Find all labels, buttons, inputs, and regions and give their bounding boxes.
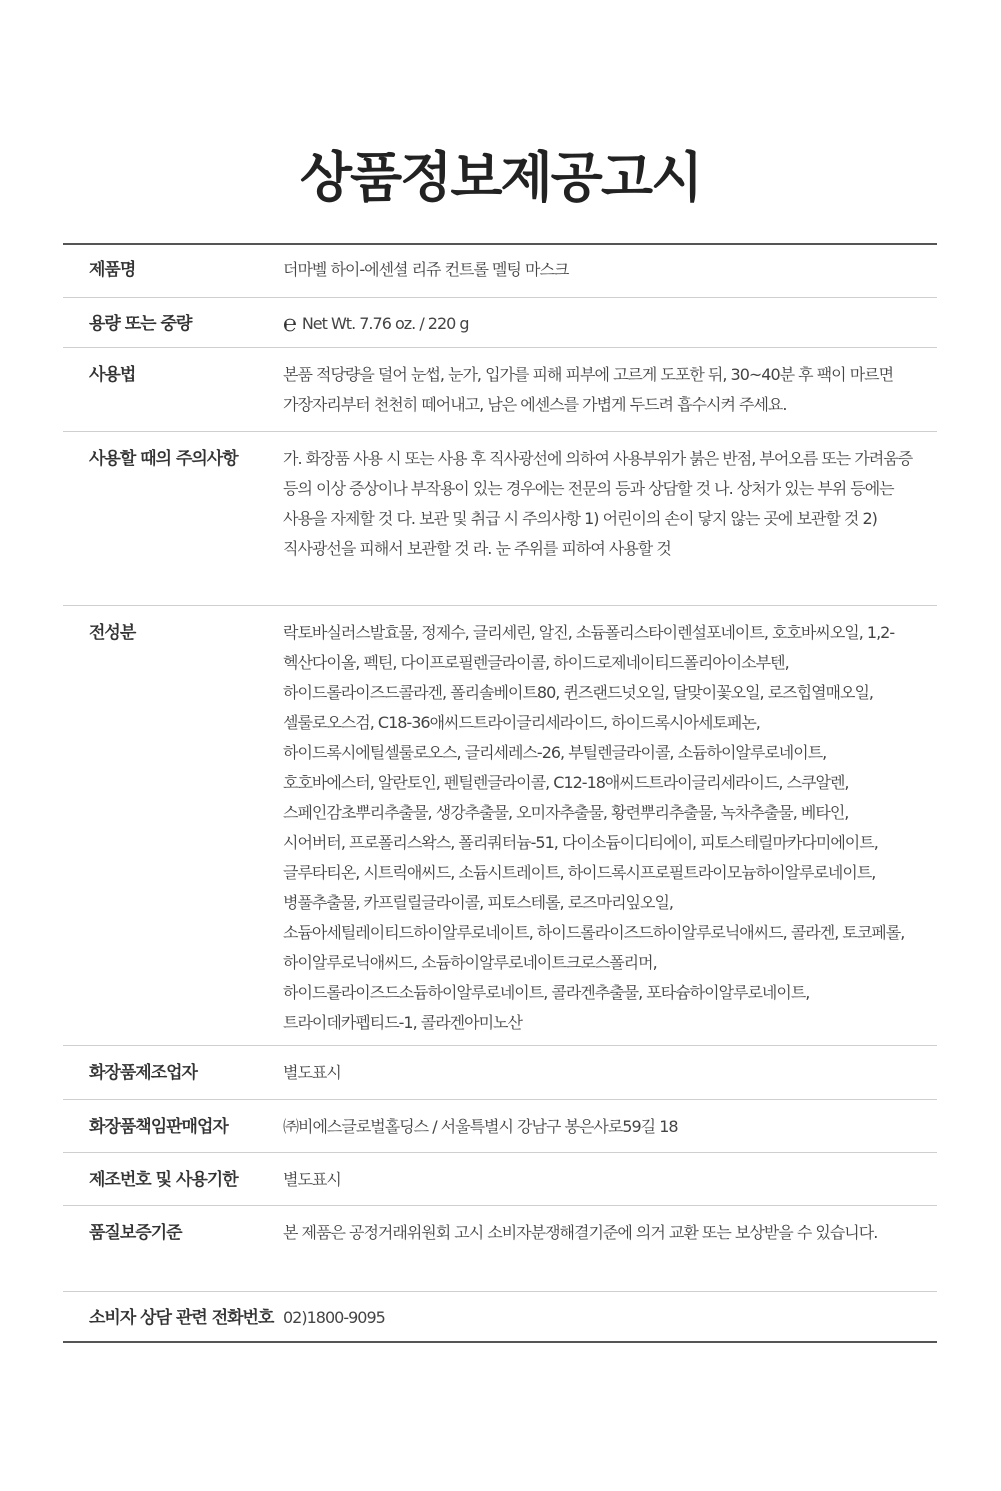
- row-label: 화장품책임판매업자: [89, 1117, 228, 1137]
- table-row-usage: [63, 347, 937, 431]
- row-value: 02)1800-9095: [283, 1308, 385, 1327]
- page-title: 상품정보제공고시: [299, 146, 702, 209]
- row-label: 제조번호 및 사용기한: [89, 1170, 238, 1190]
- table-row-product-name: [63, 245, 937, 297]
- product-info-table: [63, 243, 937, 1343]
- row-label: 전성분: [89, 623, 136, 643]
- row-label: 화장품제조업자: [89, 1063, 197, 1083]
- row-value: 본 제품은 공정거래위원회 고시 소비자분쟁해결기준에 의거 교환 또는 보상받을 수 있습니다.: [283, 1223, 878, 1242]
- row-value: 가. 화장품 사용 시 또는 사용 후 직사광선에 의하여 사용부위가 붉은 반점, 부어오름 또는 가려움증 등의 이상 증상이나 부작용이 있는 경우에는 전문의 등과 상담할 것 나. 상처가 있는 부위 등에는 사용을 자제할 것 다. 보관 및 취급 시 주의사항 1) 어린이의 손이 닿지 않는 곳에 보관할 것 2) 직사광선을 피해서 보관할 것 라. 눈 주위를 피하여 사용할 것: [283, 449, 913, 558]
- row-label: 용량 또는 중량: [89, 314, 192, 334]
- row-label: 사용할 때의 주의사항: [89, 449, 238, 469]
- estimated-sign-icon: ℮: [283, 311, 296, 337]
- row-value: 본품 적당량을 덜어 눈썹, 눈가, 입가를 피해 피부에 고르게 도포한 뒤, 30~40분 후 팩이 마르면 가장자리부터 천천히 떼어내고, 남은 에센스를 가볍게 두드려 흡수시켜 주세요.: [283, 365, 894, 414]
- row-value: Net Wt. 7.76 oz. / 220 g: [301, 314, 469, 333]
- table-row-manufacturer: [63, 1045, 937, 1099]
- row-label: 품질보증기준: [89, 1223, 182, 1243]
- table-row-volume: [63, 297, 937, 347]
- table-row-consumer-phone: [63, 1291, 937, 1341]
- row-label: 사용법: [89, 365, 136, 385]
- row-value: ㈜비에스글로벌홀딩스 / 서울특별시 강남구 봉은사로59길 18: [283, 1117, 678, 1136]
- row-value: 별도표시: [283, 1170, 341, 1189]
- table-row-caution: [63, 431, 937, 605]
- row-value: 더마벨 하이-에센셜 리쥬 컨트롤 멜팅 마스크: [283, 260, 569, 279]
- row-label: 소비자 상담 관련 전화번호: [89, 1308, 274, 1328]
- table-row-lot-expiry: [63, 1152, 937, 1205]
- row-value-wrap: [283, 309, 937, 347]
- table-row-quality-guarantee: [63, 1205, 937, 1291]
- table-row-distributor: [63, 1099, 937, 1152]
- row-label: 제품명: [89, 260, 136, 280]
- row-value: 락토바실러스발효물, 정제수, 글리세린, 알진, 소듐폴리스타이렌설포네이트, 호호바씨오일, 1,2-헥산다이올, 펙틴, 다이프로필렌글라이콜, 하이드로제네이티드폴리아이소부텐, 하이드롤라이즈드콜라겐, 폴리솔베이트80, 퀸즈랜드넛오일, 달맞이꽃오일, 로즈힙열매오일, 셀룰로오스검, C18-36애씨드트라이글리세라이드, 하이드록시아세토페논, 하이드록시에틸셀룰로오스, 글리세레스-26, 부틸렌글라이콜, 소듐하이알루로네이트, 호호바에스터, 알란토인, 펜틸렌글라이콜, C12-18애씨드트라이글리세라이드, 스쿠알렌, 스페인감초뿌리추출물, 생강추출물, 오미자추출물, 황련뿌리추출물, 녹차추출물, 베타인, 시어버터, 프로폴리스왁스, 폴리쿼터늄-51, 다이소듐이디티에이, 피토스테릴마카다미에이트, 글루타티온, 시트릭애씨드, 소듐시트레이트, 하이드록시프로필트라이모늄하이알루로네이트, 병풀추출물, 카프릴릴글라이콜, 피토스테롤, 로즈마리잎오일, 소듐아세틸레이티드하이알루로네이트, 하이드롤라이즈드하이알루로닉애씨드, 콜라겐, 토코페롤, 하이알루로닉애씨드, 소듐하이알루로네이트크로스폴리머, 하이드롤라이즈드소듐하이알루로네이트, 콜라겐추출물, 포타슘하이알루로네이트, 트라이데카펩티드-1, 콜라겐아미노산: [283, 623, 905, 1032]
- table-row-ingredients: [63, 605, 937, 1045]
- row-value: 별도표시: [283, 1063, 341, 1082]
